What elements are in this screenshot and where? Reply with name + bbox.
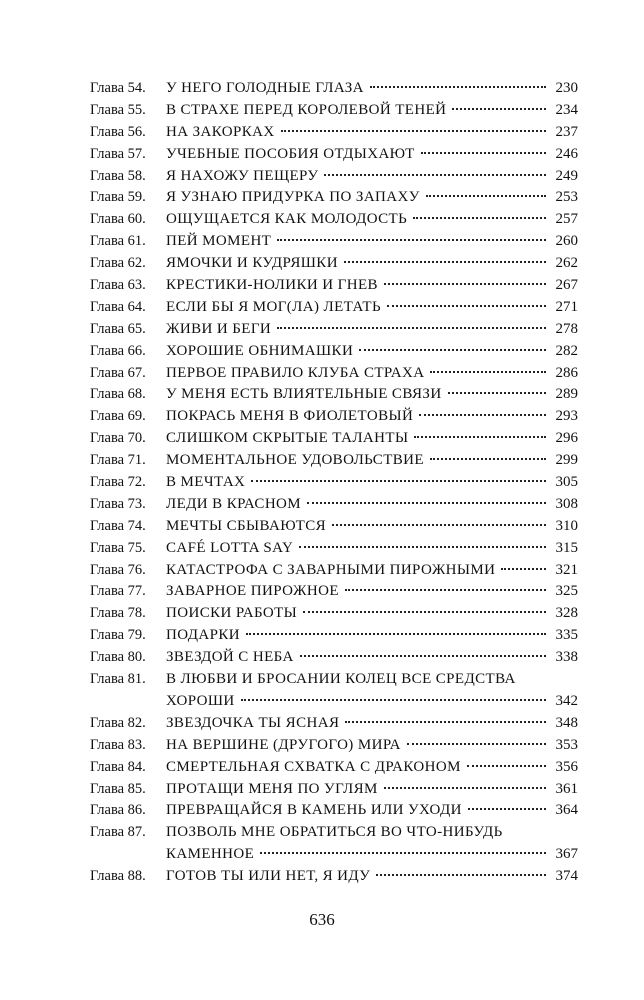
chapter-label: Глава 57. <box>90 145 146 162</box>
title-wrap <box>160 560 578 582</box>
dot-leader <box>277 239 546 241</box>
chapter-title: У НЕГО ГОЛОДНЫЕ ГЛАЗА <box>166 80 364 96</box>
dot-leader <box>452 108 546 110</box>
page-ref: 293 <box>555 408 578 425</box>
title-wrap <box>160 166 578 188</box>
toc-entry <box>90 363 578 385</box>
title-wrap <box>160 779 578 801</box>
toc-entry <box>90 472 578 494</box>
chapter-title: Я УЗНАЮ ПРИДУРКА ПО ЗАПАХУ <box>166 189 420 206</box>
chapter-title: ХОРОШИЕ ОБНИМАШКИ <box>166 342 354 359</box>
table-of-contents <box>90 78 578 888</box>
title-wrap <box>160 275 578 297</box>
chapter-label: Глава 65. <box>90 320 146 337</box>
toc-entry <box>90 78 578 100</box>
toc-entry <box>90 538 578 560</box>
chapter-label: Глава 79. <box>90 627 146 644</box>
dot-leader <box>241 699 546 701</box>
page-ref: 356 <box>555 758 578 775</box>
title-wrap <box>160 406 578 428</box>
chapter-label: Глава 70. <box>90 430 146 447</box>
chapter-title: В СТРАХЕ ПЕРЕД КОРОЛЕВОЙ ТЕНЕЙ <box>166 101 447 118</box>
title-wrap <box>160 494 578 516</box>
page-ref: 262 <box>555 255 578 272</box>
dot-leader <box>332 524 546 526</box>
chapter-label: Глава 81. <box>90 671 146 688</box>
title-wrap <box>160 603 578 625</box>
dot-leader <box>345 721 546 723</box>
title-wrap <box>160 187 578 209</box>
toc-entry <box>90 516 578 538</box>
page-ref: 299 <box>555 452 578 469</box>
page-ref: 321 <box>555 561 578 578</box>
dot-leader <box>413 217 546 219</box>
dot-leader <box>345 589 546 591</box>
dot-leader <box>467 765 546 767</box>
page-ref: 230 <box>555 80 578 96</box>
title-wrap <box>160 231 578 253</box>
toc-entry <box>90 494 578 516</box>
chapter-title: СЛИШКОМ СКРЫТЫЕ ТАЛАНТЫ <box>166 430 409 447</box>
chapter-title: ПОЗВОЛЬ МНЕ ОБРАТИТЬСЯ ВО ЧТО-НИБУДЬ <box>166 824 503 841</box>
chapter-title: У МЕНЯ ЕСТЬ ВЛИЯТЕЛЬНЫЕ СВЯЗИ <box>166 386 442 403</box>
toc-entry <box>90 275 578 297</box>
toc-entry <box>90 166 578 188</box>
chapter-title: КРЕСТИКИ-НОЛИКИ И ГНЕВ <box>166 277 378 294</box>
title-wrap <box>160 691 578 713</box>
chapter-label: Глава 54. <box>90 80 146 96</box>
page-ref: 367 <box>555 846 578 863</box>
toc-entry <box>90 647 578 669</box>
page-ref: 289 <box>555 386 578 403</box>
chapter-title: ПЕЙ МОМЕНТ <box>166 233 272 250</box>
dot-leader <box>303 611 546 613</box>
dot-leader <box>370 86 546 88</box>
page-ref: 249 <box>555 167 578 184</box>
chapter-label: Глава 82. <box>90 714 146 731</box>
dot-leader <box>421 152 546 154</box>
chapter-title: ПЕРВОЕ ПРАВИЛО КЛУБА СТРАХА <box>166 364 425 381</box>
dot-leader <box>299 546 546 548</box>
dot-leader <box>426 195 546 197</box>
page-ref: 234 <box>555 101 578 118</box>
toc-entry <box>90 341 578 363</box>
chapter-label: Глава 77. <box>90 583 146 600</box>
chapter-title: ПОКРАСЬ МЕНЯ В ФИОЛЕТОВЫЙ <box>166 408 414 425</box>
title-wrap <box>160 341 578 363</box>
page-ref: 308 <box>555 495 578 512</box>
page-ref: 296 <box>555 430 578 447</box>
chapter-title: НА ЗАКОРКАХ <box>166 123 275 140</box>
title-wrap <box>160 472 578 494</box>
chapter-title: ОЩУЩАЕТСЯ КАК МОЛОДОСТЬ <box>166 211 408 228</box>
chapter-title: ЕСЛИ БЫ Я МОГ(ЛА) ЛЕТАТЬ <box>166 298 381 315</box>
toc-entry <box>90 669 578 691</box>
title-wrap <box>160 538 578 560</box>
title-wrap <box>160 822 578 844</box>
toc-entry <box>90 209 578 231</box>
chapter-title: ПРОТАЩИ МЕНЯ ПО УГЛЯМ <box>166 780 378 797</box>
chapter-title: ЗВЕЗДОЧКА ТЫ ЯСНАЯ <box>166 714 340 731</box>
toc-entry <box>90 822 578 844</box>
chapter-title: МОМЕНТАЛЬНОЕ УДОВОЛЬСТВИЕ <box>166 452 424 469</box>
chapter-label: Глава 80. <box>90 649 146 666</box>
chapter-title: ЯМОЧКИ И КУДРЯШКИ <box>166 255 338 272</box>
title-wrap <box>160 384 578 406</box>
chapter-label: Глава 59. <box>90 189 146 206</box>
page-ref: 325 <box>555 583 578 600</box>
chapter-label: Глава 75. <box>90 539 146 556</box>
title-wrap <box>160 581 578 603</box>
chapter-title: CAFÉ LOTTA SAY <box>166 539 294 556</box>
page-ref: 253 <box>555 189 578 206</box>
page-ref: 374 <box>555 868 578 885</box>
chapter-label: Глава 73. <box>90 495 146 512</box>
dot-leader <box>246 633 546 635</box>
title-wrap <box>160 100 578 122</box>
chapter-title: ЗВЕЗДОЙ С НЕБА <box>166 649 294 666</box>
dot-leader <box>407 743 546 745</box>
page-ref: 364 <box>555 802 578 819</box>
title-wrap <box>160 319 578 341</box>
chapter-label: Глава 61. <box>90 233 146 250</box>
dot-leader <box>384 787 546 789</box>
page-ref: 278 <box>555 320 578 337</box>
title-wrap <box>160 735 578 757</box>
toc-entry <box>90 406 578 428</box>
title-wrap <box>160 800 578 822</box>
page-ref: 342 <box>555 692 578 709</box>
page-ref: 260 <box>555 233 578 250</box>
dot-leader <box>430 371 546 373</box>
chapter-label: Глава 71. <box>90 452 146 469</box>
dot-leader <box>324 174 546 176</box>
chapter-title-continuation: ХОРОШИ <box>166 692 235 709</box>
chapter-label: Глава 60. <box>90 211 146 228</box>
dot-leader <box>281 130 546 132</box>
title-wrap <box>160 844 578 866</box>
title-wrap <box>160 253 578 275</box>
dot-leader <box>430 458 546 460</box>
page-ref: 305 <box>555 474 578 491</box>
chapter-label: Глава 83. <box>90 736 146 753</box>
chapter-title: ЛЕДИ В КРАСНОМ <box>166 495 302 512</box>
page-ref: 257 <box>555 211 578 228</box>
dot-leader <box>359 349 546 351</box>
chapter-title: МЕЧТЫ СБЫВАЮТСЯ <box>166 517 327 534</box>
chapter-title: ЖИВИ И БЕГИ <box>166 320 272 337</box>
chapter-label: Глава 84. <box>90 758 146 775</box>
title-wrap <box>160 297 578 319</box>
page-ref: 237 <box>555 123 578 140</box>
page-number: 636 <box>309 910 335 929</box>
title-wrap <box>160 428 578 450</box>
dot-leader <box>468 808 546 810</box>
toc-entry <box>90 713 578 735</box>
toc-entry <box>90 625 578 647</box>
toc-entry <box>90 297 578 319</box>
toc-entry <box>90 581 578 603</box>
dot-leader <box>448 392 546 394</box>
chapter-label: Глава 76. <box>90 561 146 578</box>
chapter-label: Глава 67. <box>90 364 146 381</box>
chapter-label: Глава 87. <box>90 824 146 841</box>
chapter-label: Глава 63. <box>90 277 146 294</box>
title-wrap <box>160 757 578 779</box>
chapter-label: Глава 69. <box>90 408 146 425</box>
dot-leader <box>414 436 546 438</box>
toc-entry <box>90 122 578 144</box>
chapter-label: Глава 64. <box>90 298 146 315</box>
toc-entry <box>90 428 578 450</box>
chapter-label: Глава 86. <box>90 802 146 819</box>
chapter-title: ЗАВАРНОЕ ПИРОЖНОЕ <box>166 583 339 600</box>
dot-leader <box>419 414 546 416</box>
toc-entry <box>90 603 578 625</box>
chapter-title: ГОТОВ ТЫ ИЛИ НЕТ, Я ИДУ <box>166 868 371 885</box>
dot-leader <box>307 502 546 504</box>
page-ref: 246 <box>555 145 578 162</box>
toc-entry <box>90 319 578 341</box>
toc-entry <box>90 231 578 253</box>
title-wrap <box>160 625 578 647</box>
page-ref: 353 <box>555 736 578 753</box>
chapter-title: УЧЕБНЫЕ ПОСОБИЯ ОТДЫХАЮТ <box>166 145 415 162</box>
toc-entry <box>90 450 578 472</box>
chapter-label: Глава 66. <box>90 342 146 359</box>
dot-leader <box>300 655 546 657</box>
toc-entry <box>90 866 578 888</box>
title-wrap <box>160 516 578 538</box>
chapter-title: Я НАХОЖУ ПЕЩЕРУ <box>166 167 319 184</box>
chapter-label: Глава 55. <box>90 101 146 118</box>
toc-entry <box>90 757 578 779</box>
title-wrap <box>160 669 578 691</box>
chapter-title: НА ВЕРШИНЕ (ДРУГОГО) МИРА <box>166 736 401 753</box>
chapter-title: КАТАСТРОФА С ЗАВАРНЫМИ ПИРОЖНЫМИ <box>166 561 496 578</box>
page-ref: 315 <box>555 539 578 556</box>
chapter-label: Глава 56. <box>90 123 146 140</box>
toc-entry <box>90 384 578 406</box>
chapter-title: В ЛЮБВИ И БРОСАНИИ КОЛЕЦ ВСЕ СРЕДСТВА <box>166 671 516 688</box>
toc-entry <box>90 100 578 122</box>
chapter-label: Глава 58. <box>90 167 146 184</box>
chapter-label: Глава 72. <box>90 474 146 491</box>
page-ref: 328 <box>555 605 578 622</box>
title-wrap <box>160 122 578 144</box>
dot-leader <box>387 305 546 307</box>
title-wrap <box>160 713 578 735</box>
chapter-title: ПОИСКИ РАБОТЫ <box>166 605 298 622</box>
chapter-label: Глава 74. <box>90 517 146 534</box>
dot-leader <box>260 852 546 854</box>
dot-leader <box>501 568 546 570</box>
title-wrap <box>160 209 578 231</box>
page-ref: 310 <box>555 517 578 534</box>
toc-entry <box>90 560 578 582</box>
dot-leader <box>376 874 546 876</box>
chapter-title: СМЕРТЕЛЬНАЯ СХВАТКА С ДРАКОНОМ <box>166 758 461 775</box>
page-ref: 282 <box>555 342 578 359</box>
chapter-title: ПОДАРКИ <box>166 627 240 644</box>
dot-leader <box>251 480 546 482</box>
page-ref: 271 <box>555 298 578 315</box>
dot-leader <box>277 327 546 329</box>
page-ref: 361 <box>555 780 578 797</box>
toc-entry-continuation <box>90 691 578 713</box>
title-wrap <box>160 78 578 100</box>
title-wrap <box>160 866 578 888</box>
chapter-title-continuation: КАМЕННОЕ <box>166 846 255 863</box>
chapter-label: Глава 88. <box>90 868 146 885</box>
chapter-label: Глава 78. <box>90 605 146 622</box>
dot-leader <box>344 261 546 263</box>
page-ref: 286 <box>555 364 578 381</box>
toc-entry <box>90 800 578 822</box>
page-ref: 335 <box>555 627 578 644</box>
title-wrap <box>160 647 578 669</box>
chapter-label: Глава 68. <box>90 386 146 403</box>
title-wrap <box>160 363 578 385</box>
toc-entry <box>90 253 578 275</box>
toc-entry <box>90 779 578 801</box>
page-ref: 348 <box>555 714 578 731</box>
page-ref: 267 <box>555 277 578 294</box>
toc-entry <box>90 735 578 757</box>
chapter-title: ПРЕВРАЩАЙСЯ В КАМЕНЬ ИЛИ УХОДИ <box>166 802 462 819</box>
title-wrap <box>160 144 578 166</box>
page-ref: 338 <box>555 649 578 666</box>
toc-entry <box>90 144 578 166</box>
toc-entry-continuation <box>90 844 578 866</box>
chapter-title: В МЕЧТАХ <box>166 474 246 491</box>
title-wrap <box>160 450 578 472</box>
dot-leader <box>384 283 546 285</box>
toc-entry <box>90 187 578 209</box>
chapter-label: Глава 62. <box>90 255 146 272</box>
chapter-label: Глава 85. <box>90 780 146 797</box>
